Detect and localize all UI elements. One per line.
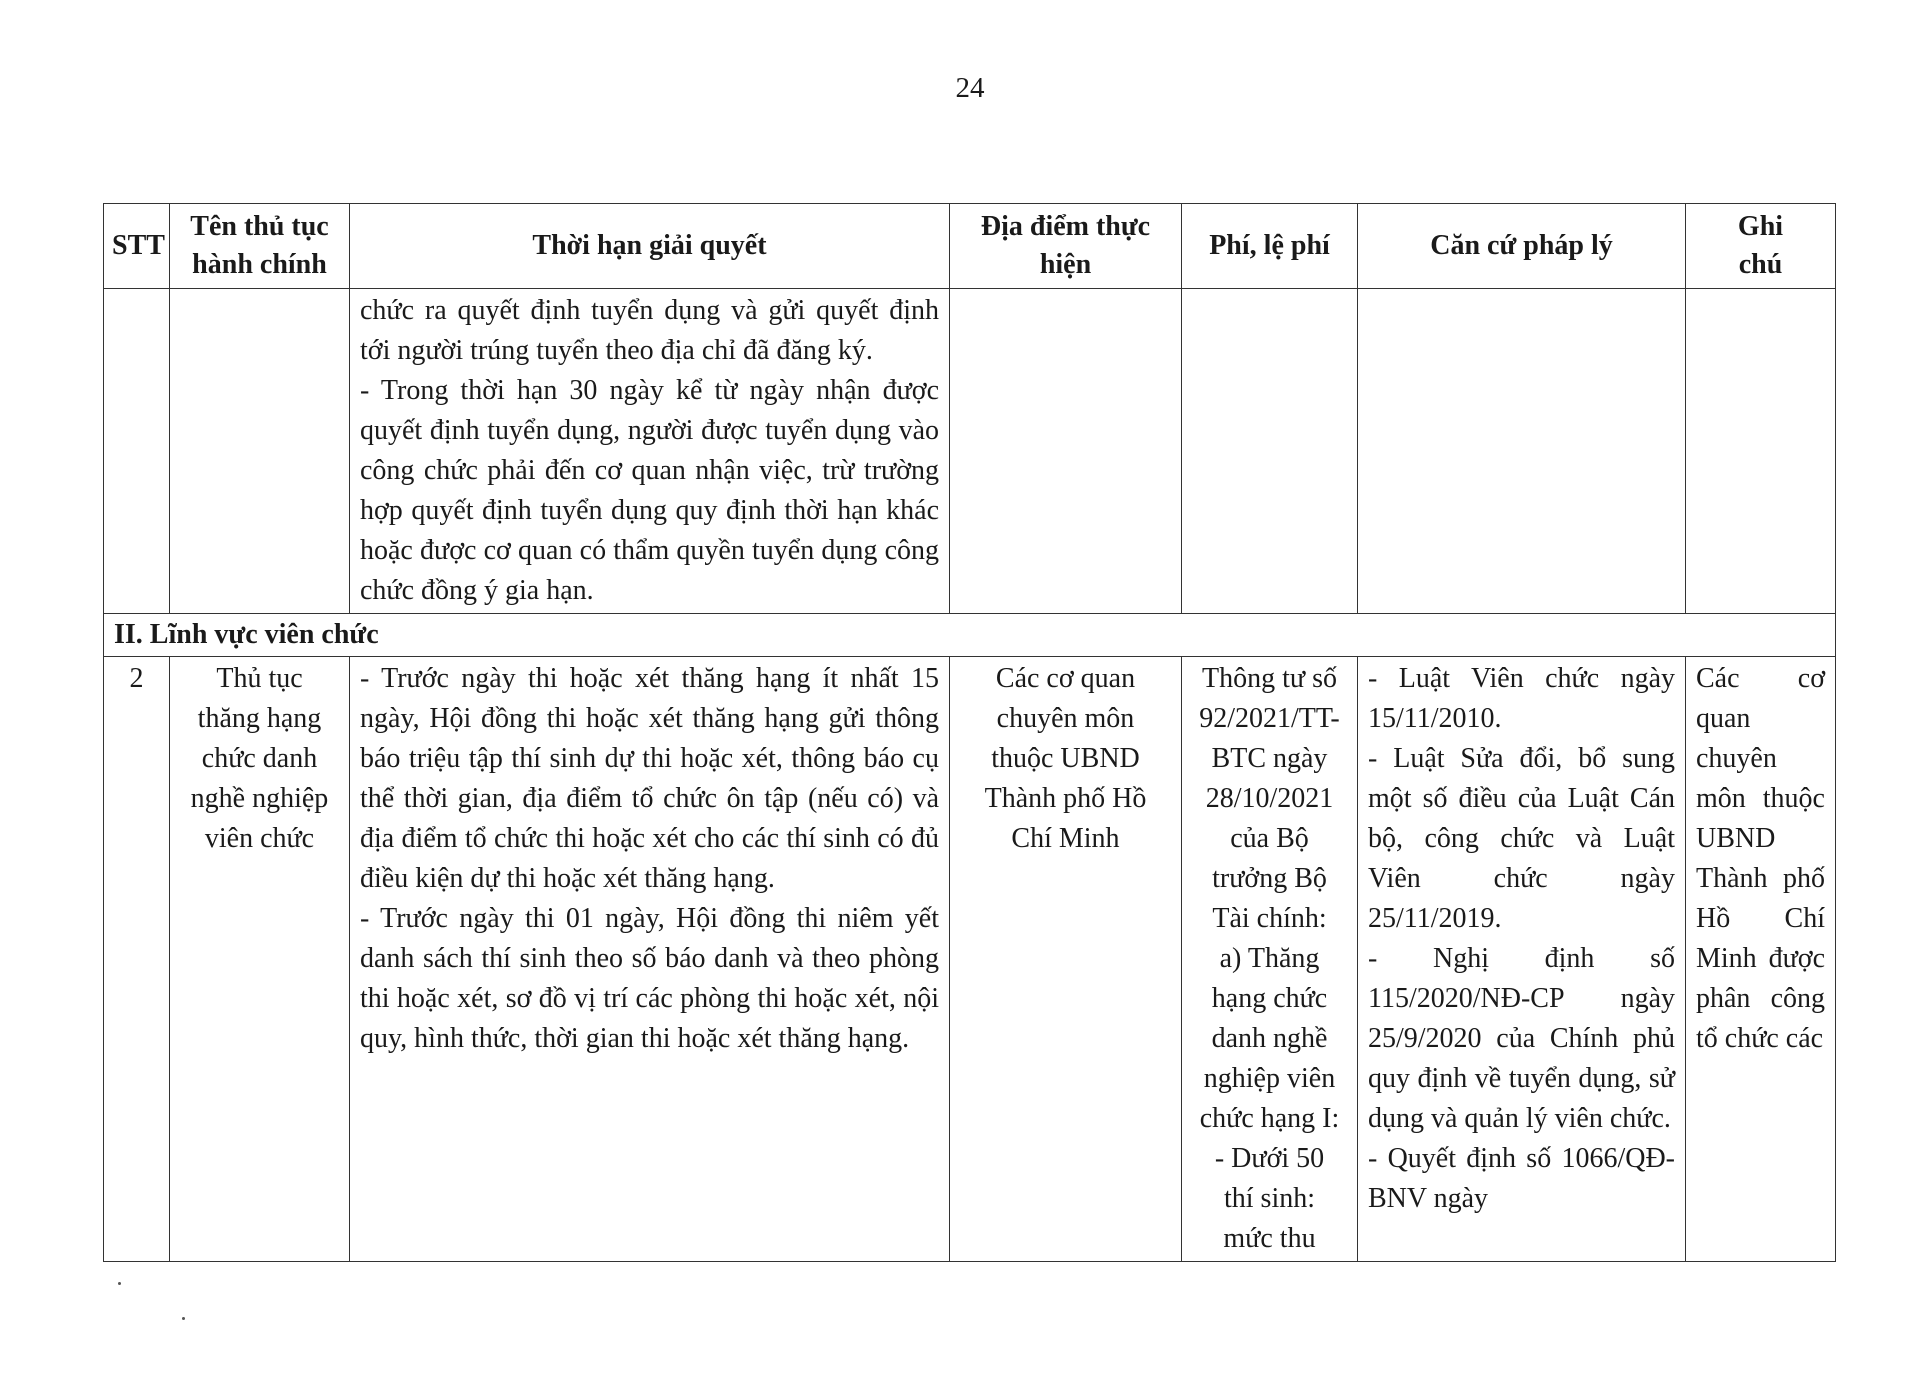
table-row bbox=[104, 657, 1836, 1262]
header-phi-le-phi: Phí, lệ phí bbox=[1182, 204, 1358, 289]
header-thoi-han: Thời hạn giải quyết bbox=[350, 204, 950, 289]
page-number: 24 bbox=[955, 72, 985, 104]
cell-ten-thu-tuc: Thủ tục thăng hạng chức danh nghề nghiệp viên chức bbox=[170, 657, 350, 1262]
cell-stt: 2 bbox=[104, 657, 170, 1262]
cell-can-cu: - Luật Viên chức ngày 15/11/2010. - Luật Sửa đổi, bổ sung một số điều của Luật Cán bộ, công chức và Luật Viên chức ngày 25/11/2019. - Nghị định số 115/2020/NĐ-CP ngày 25/9/2020 của Chính phủ quy định về tuyển dụng, sử dụng và quản lý viên chức. - Quyết định số 1066/QĐ-BNV ngày bbox=[1358, 657, 1686, 1262]
cell-ghi-chu: Các cơ quan chuyên môn thuộc UBND Thành phố Hồ Chí Minh được phân công tổ chức các bbox=[1686, 657, 1836, 1262]
table-header-row bbox=[104, 204, 1836, 289]
cell-dia-diem-empty bbox=[950, 289, 1182, 614]
header-stt: STT bbox=[104, 204, 170, 289]
header-dia-diem: Địa điểm thực hiện bbox=[950, 204, 1182, 289]
header-ghi-chu: Ghi chú bbox=[1686, 204, 1836, 289]
cell-thoi-han: - Trước ngày thi hoặc xét thăng hạng ít nhất 15 ngày, Hội đồng thi hoặc xét thăng hạng gửi thông báo triệu tập thí sinh dự thi hoặc xét, thông báo cụ thể thời gian, địa điểm tổ chức ôn tập (nếu có) và địa điểm tổ chức thi hoặc xét cho các thí sinh có đủ điều kiện dự thi hoặc xét thăng hạng. - Trước ngày thi 01 ngày, Hội đồng thi niêm yết danh sách thí sinh theo số báo danh và theo phòng thi hoặc xét, sơ đồ vị trí các phòng thi hoặc xét, nội quy, hình thức, thời gian thi hoặc xét thăng hạng. bbox=[350, 657, 950, 1262]
cell-phi-le-phi: Thông tư số 92/2021/TT- BTC ngày 28/10/2021 của Bộ trưởng Bộ Tài chính: a) Thăng hạng chức danh nghề nghiệp viên chức hạng I: - Dưới 50 thí sinh: mức thu bbox=[1182, 657, 1358, 1262]
header-ten-thu-tuc: Tên thủ tục hành chính bbox=[170, 204, 350, 289]
cell-phi-empty bbox=[1182, 289, 1358, 614]
scan-speck bbox=[118, 1282, 121, 1285]
section-title: II. Lĩnh vực viên chức bbox=[104, 614, 1836, 657]
table-row-continued bbox=[104, 289, 1836, 614]
cell-can-cu-empty bbox=[1358, 289, 1686, 614]
section-row bbox=[104, 614, 1836, 657]
scan-speck bbox=[182, 1317, 185, 1320]
cell-ten-empty bbox=[170, 289, 350, 614]
header-can-cu: Căn cứ pháp lý bbox=[1358, 204, 1686, 289]
cell-dia-diem: Các cơ quan chuyên môn thuộc UBND Thành phố Hồ Chí Minh bbox=[950, 657, 1182, 1262]
cell-ghi-chu-empty bbox=[1686, 289, 1836, 614]
procedure-table bbox=[103, 203, 1836, 1262]
cell-stt-empty bbox=[104, 289, 170, 614]
cell-thoi-han-continued: chức ra quyết định tuyển dụng và gửi quyết định tới người trúng tuyển theo địa chỉ đã đăng ký. - Trong thời hạn 30 ngày kể từ ngày nhận được quyết định tuyển dụng, người được tuyển dụng vào công chức phải đến cơ quan nhận việc, trừ trường hợp quyết định tuyển dụng quy định thời hạn khác hoặc được cơ quan có thẩm quyền tuyển dụng công chức đồng ý gia hạn. bbox=[350, 289, 950, 614]
